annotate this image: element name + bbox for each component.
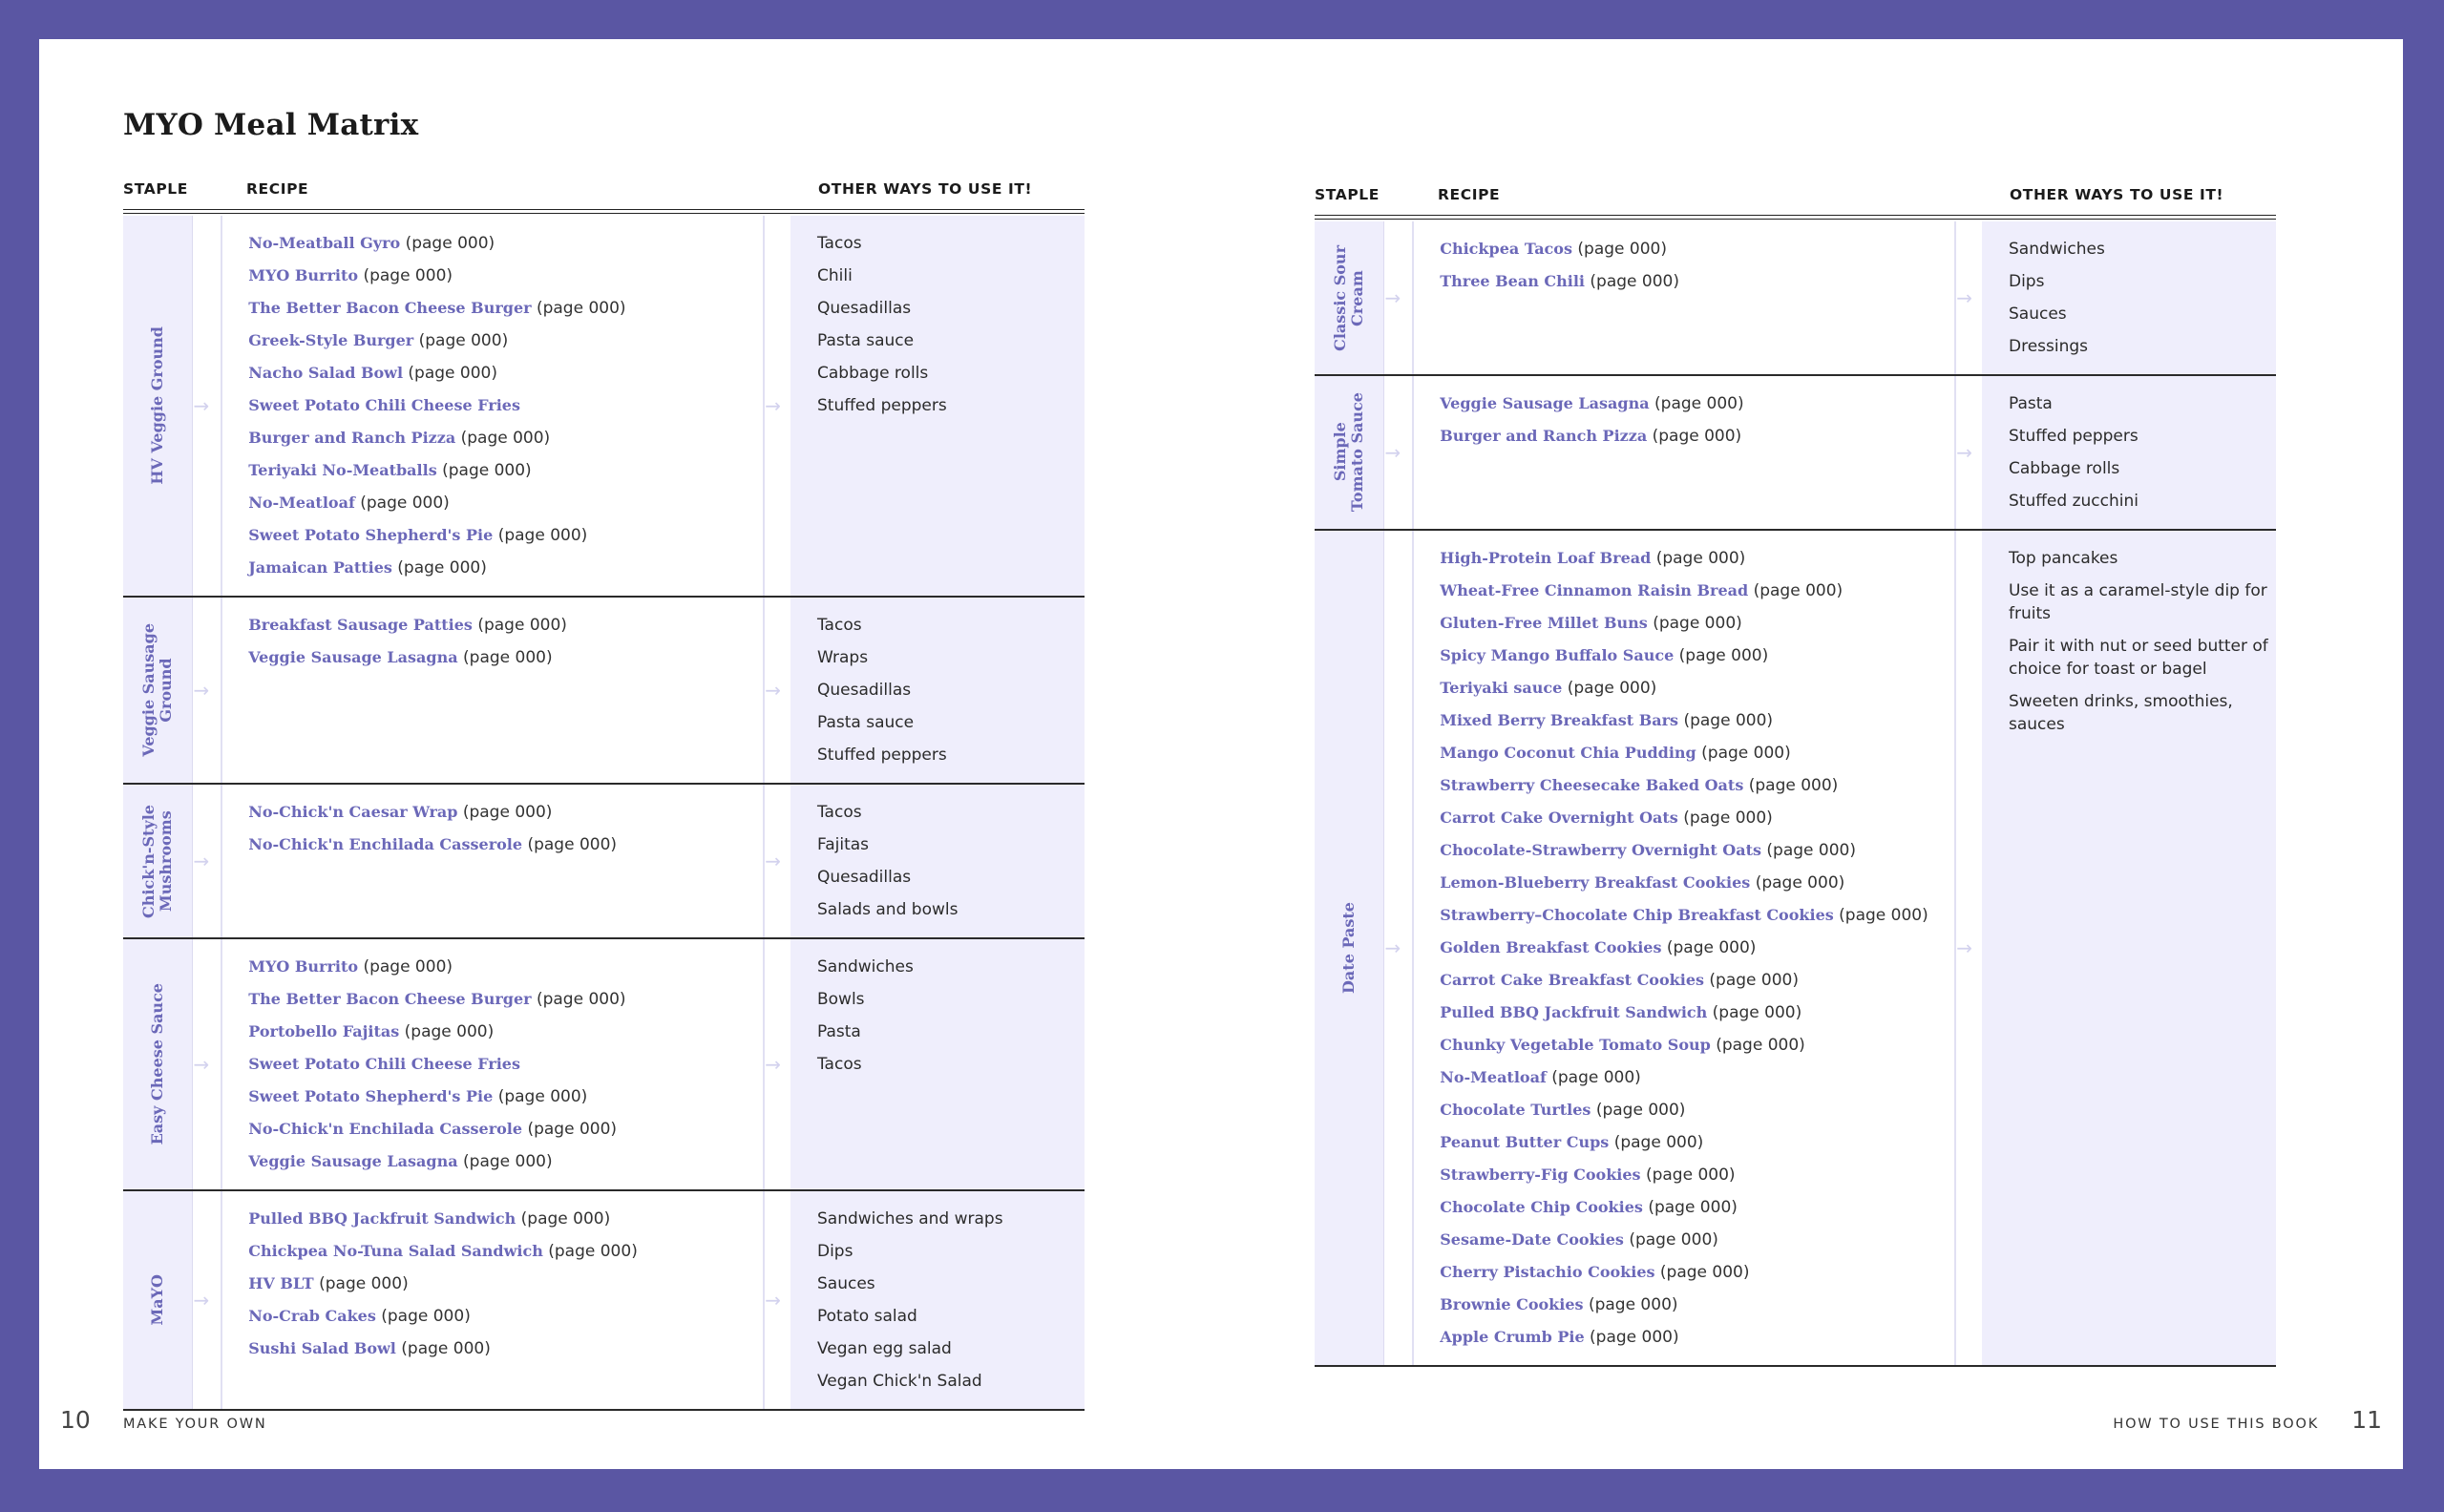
recipe-page-ref: (page 000) xyxy=(319,1274,409,1293)
recipe-page-ref: (page 000) xyxy=(1683,808,1773,828)
table-row-mayo xyxy=(123,1191,1085,1411)
other-use-item: Dips xyxy=(2008,272,2045,291)
recipe-page-ref: (page 000) xyxy=(527,835,618,854)
table-row-veggie-sausage-ground xyxy=(123,598,1085,785)
recipe-page-ref: (page 000) xyxy=(1766,841,1856,860)
recipe-cell xyxy=(222,1191,765,1409)
staple-label: Date Paste xyxy=(1339,902,1359,994)
recipe-page-ref: (page 000) xyxy=(1716,1036,1805,1055)
recipe-link[interactable]: Chunky Vegetable Tomato Soup xyxy=(1440,1036,1711,1054)
arrow-gutter xyxy=(1956,531,1982,1365)
table-row-simple-tomato-sauce xyxy=(1315,376,2276,531)
recipe-link[interactable]: Portobello Fajitas xyxy=(248,1022,400,1040)
arrow-right-icon: → xyxy=(1384,936,1401,959)
recipe-page-ref: (page 000) xyxy=(527,1120,618,1139)
recipe-link[interactable]: High-Protein Loaf Bread xyxy=(1440,549,1652,567)
recipe-link[interactable]: Greek-Style Burger xyxy=(248,331,414,349)
recipe-link[interactable]: Mixed Berry Breakfast Bars xyxy=(1440,711,1679,729)
recipe-page-ref: (page 000) xyxy=(1709,971,1799,990)
recipe-item xyxy=(248,1081,763,1113)
recipe-page-ref: (page 000) xyxy=(463,1152,553,1171)
recipe-page-ref: (page 000) xyxy=(520,1209,611,1228)
staple-label: Veggie Sausage Ground xyxy=(139,623,176,757)
arrow-right-icon: → xyxy=(1384,441,1401,464)
recipe-page-ref: (page 000) xyxy=(548,1242,638,1261)
table-row-date-paste xyxy=(1315,531,2276,1367)
recipe-item xyxy=(248,796,763,829)
recipe-page-ref: (page 000) xyxy=(405,234,495,253)
recipe-link[interactable]: Nacho Salad Bowl xyxy=(248,364,404,382)
staple-cell xyxy=(1315,221,1384,374)
recipe-link[interactable]: Sushi Salad Bowl xyxy=(248,1339,396,1357)
recipe-link[interactable]: Sweet Potato Shepherd's Pie xyxy=(248,526,494,544)
recipe-link[interactable]: Strawberry-Fig Cookies xyxy=(1440,1166,1641,1184)
other-use-item: Sandwiches xyxy=(2008,240,2105,259)
recipe-link[interactable]: Wheat-Free Cinnamon Raisin Bread xyxy=(1440,581,1749,599)
recipe-item xyxy=(248,1113,763,1145)
arrow-right-icon: → xyxy=(765,394,781,417)
recipe-cell xyxy=(222,939,765,1189)
staple-label: MaYO xyxy=(148,1274,167,1326)
other-use-item: Chili xyxy=(816,266,853,285)
recipe-item xyxy=(248,487,763,519)
other-uses-cell xyxy=(790,1191,1085,1409)
recipe-page-ref: (page 000) xyxy=(1655,549,1746,568)
recipe-cell xyxy=(1414,531,1956,1365)
arrow-right-icon: → xyxy=(1956,936,1972,959)
recipe-link[interactable]: Golden Breakfast Cookies xyxy=(1440,938,1662,956)
staple-label: Classic Sour Cream xyxy=(1331,244,1367,351)
recipe-link[interactable]: Spicy Mango Buffalo Sauce xyxy=(1440,646,1675,664)
table-row-chick-n-style-mushrooms xyxy=(123,785,1085,939)
staple-cell xyxy=(123,1191,193,1409)
staple-label: Chick'n-Style Mushrooms xyxy=(139,804,176,918)
recipe-item xyxy=(248,829,763,861)
header-staple: STAPLE xyxy=(1315,186,1380,203)
staple-cell xyxy=(1315,376,1384,529)
recipe-item xyxy=(248,951,763,983)
other-use-item: Pair it with nut or seed butter of choice for toast or bagel xyxy=(2008,637,2268,679)
recipe-page-ref: (page 000) xyxy=(363,266,453,285)
recipe-item xyxy=(248,983,763,1016)
header-recipe: RECIPE xyxy=(1438,186,1501,203)
other-uses-cell xyxy=(790,598,1085,783)
recipe-page-ref: (page 000) xyxy=(408,364,497,383)
other-use-item: Dressings xyxy=(2008,337,2089,356)
footer-caption: MAKE YOUR OWN xyxy=(123,1417,267,1432)
recipe-link[interactable]: Veggie Sausage Lasagna xyxy=(1440,394,1650,412)
recipe-item xyxy=(1440,932,1954,964)
arrow-gutter xyxy=(765,785,790,937)
recipe-page-ref: (page 000) xyxy=(1590,1328,1679,1347)
recipe-link[interactable]: HV BLT xyxy=(248,1274,314,1292)
other-uses-cell xyxy=(790,785,1085,937)
other-use-item: Pasta xyxy=(2008,394,2053,413)
recipe-page-ref: (page 000) xyxy=(1645,1166,1736,1185)
other-uses-cell xyxy=(790,216,1085,596)
recipe-page-ref: (page 000) xyxy=(1595,1101,1686,1120)
other-use-item: Cabbage rolls xyxy=(2008,459,2120,478)
table-row-classic-sour-cream xyxy=(1315,221,2276,376)
other-use-item: Quesadillas xyxy=(816,868,912,887)
recipe-item xyxy=(248,260,763,292)
recipe-page-ref: (page 000) xyxy=(1588,1295,1678,1314)
recipe-cell xyxy=(1414,221,1956,374)
recipe-link[interactable]: Chickpea No-Tuna Salad Sandwich xyxy=(248,1242,543,1260)
recipe-link[interactable]: No-Meatball Gyro xyxy=(248,234,401,252)
arrow-gutter xyxy=(1956,221,1982,374)
other-use-item: Cabbage rolls xyxy=(816,364,929,383)
recipe-item xyxy=(248,389,763,422)
recipe-page-ref: (page 000) xyxy=(1753,581,1844,600)
recipe-item xyxy=(248,1016,763,1048)
other-use-item: Sandwiches xyxy=(816,957,914,976)
meal-matrix-table-right xyxy=(1315,182,2276,1367)
other-use-item: Bowls xyxy=(816,990,865,1009)
staple-cell xyxy=(123,785,193,937)
recipe-link[interactable]: Carrot Cake Breakfast Cookies xyxy=(1440,971,1704,989)
recipe-link[interactable]: No-Chick'n Caesar Wrap xyxy=(248,803,458,821)
arrow-right-icon: → xyxy=(193,1053,210,1076)
other-use-item: Tacos xyxy=(816,234,862,253)
recipe-item xyxy=(248,454,763,487)
recipe-page-ref: (page 000) xyxy=(1653,614,1742,633)
recipe-link[interactable]: Apple Crumb Pie xyxy=(1440,1328,1585,1346)
staple-label: Simple Tomato Sauce xyxy=(1331,392,1367,513)
right-page xyxy=(1221,39,2403,1469)
arrow-right-icon: → xyxy=(765,1053,781,1076)
recipe-item xyxy=(1440,704,1954,737)
other-use-item: Sweeten drinks, smoothies, sauces xyxy=(2008,692,2233,734)
table-body xyxy=(1315,221,2276,1367)
arrow-right-icon: → xyxy=(193,1289,210,1312)
footer-caption: HOW TO USE THIS BOOK xyxy=(2113,1417,2319,1432)
recipe-item xyxy=(1440,575,1954,607)
recipe-page-ref: (page 000) xyxy=(462,803,553,822)
header-staple: STAPLE xyxy=(123,180,188,198)
recipe-page-ref: (page 000) xyxy=(1648,1198,1738,1217)
recipe-link[interactable]: Veggie Sausage Lasagna xyxy=(248,1152,458,1170)
other-use-item: Sauces xyxy=(816,1274,875,1293)
arrow-right-icon: → xyxy=(1956,441,1972,464)
recipe-page-ref: (page 000) xyxy=(1551,1068,1641,1087)
recipe-link[interactable]: Strawberry Cheesecake Baked Oats xyxy=(1440,776,1744,794)
recipe-link[interactable]: Chocolate Chip Cookies xyxy=(1440,1198,1643,1216)
recipe-item xyxy=(1440,1224,1954,1256)
recipe-item xyxy=(1440,1126,1954,1159)
recipe-item xyxy=(1440,640,1954,672)
header-other-ways: OTHER WAYS TO USE IT! xyxy=(818,180,1033,198)
recipe-item xyxy=(1440,233,1954,265)
other-use-item: Pasta xyxy=(816,1022,861,1041)
other-use-item: Sandwiches and wraps xyxy=(816,1209,1003,1228)
recipe-link[interactable]: Gluten-Free Millet Buns xyxy=(1440,614,1648,632)
other-use-item: Quesadillas xyxy=(816,299,912,318)
other-uses-cell xyxy=(1982,531,2276,1365)
recipe-item xyxy=(248,609,763,641)
recipe-link[interactable]: The Better Bacon Cheese Burger xyxy=(248,990,532,1008)
other-uses-cell xyxy=(1982,221,2276,374)
recipe-page-ref: (page 000) xyxy=(1654,394,1744,413)
arrow-gutter xyxy=(1956,376,1982,529)
recipe-item xyxy=(1440,1321,1954,1354)
left-page xyxy=(39,39,1221,1469)
other-use-item: Stuffed zucchini xyxy=(2008,492,2138,511)
recipe-page-ref: (page 000) xyxy=(363,957,453,976)
arrow-gutter xyxy=(1384,221,1414,374)
recipe-item xyxy=(1440,1029,1954,1061)
recipe-item xyxy=(1440,607,1954,640)
recipe-item xyxy=(248,1235,763,1268)
recipe-item xyxy=(1440,1289,1954,1321)
recipe-item xyxy=(1440,420,1954,452)
recipe-item xyxy=(248,1048,763,1081)
page-number: 11 xyxy=(2351,1406,2382,1434)
recipe-page-ref: (page 000) xyxy=(1683,711,1774,730)
recipe-link[interactable]: Veggie Sausage Lasagna xyxy=(248,648,458,666)
other-use-item: Sauces xyxy=(2008,304,2067,324)
other-use-item: Use it as a caramel-style dip for fruits xyxy=(2008,581,2267,623)
table-row-easy-cheese-sauce xyxy=(123,939,1085,1191)
arrow-gutter xyxy=(193,216,222,596)
arrow-gutter xyxy=(193,598,222,783)
recipe-item xyxy=(248,1300,763,1333)
recipe-page-ref: (page 000) xyxy=(1839,906,1928,925)
recipe-link[interactable]: The Better Bacon Cheese Burger xyxy=(248,299,532,317)
recipe-link[interactable]: Strawberry–Chocolate Chip Breakfast Cookies xyxy=(1440,906,1834,924)
arrow-gutter xyxy=(765,598,790,783)
other-use-item: Stuffed peppers xyxy=(816,396,947,415)
page-number: 10 xyxy=(60,1406,91,1434)
table-header xyxy=(123,177,1085,210)
arrow-gutter xyxy=(765,1191,790,1409)
recipe-page-ref: (page 000) xyxy=(1712,1003,1802,1022)
recipe-page-ref: (page 000) xyxy=(497,1087,588,1106)
recipe-item xyxy=(1440,672,1954,704)
recipe-link[interactable]: MYO Burrito xyxy=(248,266,359,284)
recipe-page-ref: (page 000) xyxy=(397,558,487,578)
recipe-item xyxy=(1440,834,1954,867)
recipe-link[interactable]: Teriyaki No-Meatballs xyxy=(248,461,437,479)
recipe-link[interactable]: No-Meatloaf xyxy=(1440,1068,1547,1086)
recipe-item xyxy=(1440,542,1954,575)
recipe-item xyxy=(248,292,763,325)
staple-cell xyxy=(123,216,193,596)
other-use-item: Potato salad xyxy=(816,1307,917,1326)
recipe-cell xyxy=(222,785,765,937)
recipe-page-ref: (page 000) xyxy=(381,1307,471,1326)
arrow-right-icon: → xyxy=(193,850,210,872)
other-use-item: Dips xyxy=(816,1242,853,1261)
recipe-link[interactable]: Sesame-Date Cookies xyxy=(1440,1230,1624,1249)
recipe-link[interactable]: Three Bean Chili xyxy=(1440,272,1586,290)
recipe-item xyxy=(1440,1159,1954,1191)
recipe-item xyxy=(1440,265,1954,298)
arrow-right-icon: → xyxy=(1384,286,1401,309)
arrow-gutter xyxy=(1384,376,1414,529)
recipe-page-ref: (page 000) xyxy=(360,494,450,513)
recipe-cell xyxy=(1414,376,1956,529)
arrow-gutter xyxy=(193,939,222,1189)
recipe-page-ref: (page 000) xyxy=(1567,679,1657,698)
arrow-gutter xyxy=(765,939,790,1189)
other-use-item: Tacos xyxy=(816,1055,862,1074)
recipe-page-ref: (page 000) xyxy=(460,429,551,448)
arrow-right-icon: → xyxy=(193,394,210,417)
recipe-link[interactable]: Pulled BBQ Jackfruit Sandwich xyxy=(1440,1003,1708,1021)
recipe-item xyxy=(1440,802,1954,834)
recipe-page-ref: (page 000) xyxy=(1613,1133,1704,1152)
other-use-item: Fajitas xyxy=(816,835,870,854)
recipe-item xyxy=(1440,899,1954,932)
recipe-link[interactable]: Mango Coconut Chia Pudding xyxy=(1440,744,1696,762)
other-uses-cell xyxy=(790,939,1085,1189)
recipe-link[interactable]: Burger and Ranch Pizza xyxy=(248,429,456,447)
recipe-link[interactable]: No-Chick'n Enchilada Casserole xyxy=(248,835,523,853)
arrow-right-icon: → xyxy=(765,850,781,872)
page-title: MYO Meal Matrix xyxy=(123,108,419,142)
recipe-item xyxy=(1440,1061,1954,1094)
recipe-page-ref: (page 000) xyxy=(1748,776,1839,795)
recipe-link[interactable]: Carrot Cake Overnight Oats xyxy=(1440,808,1678,827)
arrow-right-icon: → xyxy=(765,679,781,702)
arrow-gutter xyxy=(193,785,222,937)
recipe-item xyxy=(1440,769,1954,802)
table-header xyxy=(1315,182,2276,216)
meal-matrix-table-left xyxy=(123,177,1085,1411)
other-use-item: Tacos xyxy=(816,803,862,822)
recipe-page-ref: (page 000) xyxy=(401,1339,491,1358)
recipe-page-ref: (page 000) xyxy=(1659,1263,1750,1282)
table-body xyxy=(123,216,1085,1411)
arrow-right-icon: → xyxy=(765,1289,781,1312)
other-use-item: Tacos xyxy=(816,616,862,635)
staple-label: HV Veggie Ground xyxy=(148,326,167,485)
recipe-item xyxy=(1440,1191,1954,1224)
recipe-link[interactable]: No-Meatloaf xyxy=(248,494,355,512)
recipe-link[interactable]: Cherry Pistachio Cookies xyxy=(1440,1263,1655,1281)
staple-label: Easy Cheese Sauce xyxy=(148,983,167,1145)
table-row-hv-veggie-ground xyxy=(123,216,1085,598)
recipe-page-ref: (page 000) xyxy=(1652,427,1742,446)
other-use-item: Vegan egg salad xyxy=(816,1339,952,1358)
recipe-link[interactable]: No-Crab Cakes xyxy=(248,1307,376,1325)
staple-cell xyxy=(1315,531,1384,1365)
recipe-item xyxy=(1440,388,1954,420)
recipe-link[interactable]: Peanut Butter Cups xyxy=(1440,1133,1610,1151)
recipe-item xyxy=(1440,1256,1954,1289)
recipe-link[interactable]: Lemon-Blueberry Breakfast Cookies xyxy=(1440,873,1751,892)
recipe-item xyxy=(1440,997,1954,1029)
recipe-page-ref: (page 000) xyxy=(404,1022,495,1041)
other-use-item: Pasta sauce xyxy=(816,331,915,350)
arrow-gutter xyxy=(1384,531,1414,1365)
recipe-page-ref: (page 000) xyxy=(442,461,532,480)
recipe-cell xyxy=(222,598,765,783)
other-use-item: Salads and bowls xyxy=(816,900,959,919)
recipe-link[interactable]: Sweet Potato Shepherd's Pie xyxy=(248,1087,494,1105)
recipe-page-ref: (page 000) xyxy=(497,526,588,545)
recipe-page-ref: (page 000) xyxy=(418,331,509,350)
recipe-item xyxy=(248,641,763,674)
recipe-item xyxy=(248,357,763,389)
recipe-item xyxy=(1440,964,1954,997)
other-use-item: Top pancakes xyxy=(2008,549,2118,568)
recipe-link[interactable]: Breakfast Sausage Patties xyxy=(248,616,473,634)
recipe-item xyxy=(248,1203,763,1235)
staple-cell xyxy=(123,598,193,783)
other-use-item: Vegan Chick'n Salad xyxy=(816,1372,982,1391)
other-uses-cell xyxy=(1982,376,2276,529)
recipe-page-ref: (page 000) xyxy=(463,648,553,667)
recipe-page-ref: (page 000) xyxy=(1678,646,1769,665)
arrow-gutter xyxy=(765,216,790,596)
recipe-link[interactable]: Brownie Cookies xyxy=(1440,1295,1584,1313)
recipe-item xyxy=(248,325,763,357)
recipe-link[interactable]: Sweet Potato Chili Cheese Fries xyxy=(248,396,520,414)
recipe-page-ref: (page 000) xyxy=(1666,938,1757,957)
other-use-item: Quesadillas xyxy=(816,681,912,700)
recipe-item xyxy=(1440,1094,1954,1126)
other-use-item: Stuffed peppers xyxy=(2008,427,2138,446)
recipe-link[interactable]: Chocolate Turtles xyxy=(1440,1101,1591,1119)
book-spread xyxy=(39,39,2403,1469)
recipe-page-ref: (page 000) xyxy=(1701,744,1791,763)
recipe-item xyxy=(248,227,763,260)
recipe-item xyxy=(1440,737,1954,769)
header-other-ways: OTHER WAYS TO USE IT! xyxy=(2010,186,2224,203)
recipe-link[interactable]: Sweet Potato Chili Cheese Fries xyxy=(248,1055,520,1073)
other-use-item: Wraps xyxy=(816,648,869,667)
arrow-right-icon: → xyxy=(193,679,210,702)
header-recipe: RECIPE xyxy=(246,180,309,198)
recipe-link[interactable]: Chocolate-Strawberry Overnight Oats xyxy=(1440,841,1761,859)
recipe-link[interactable]: Jamaican Patties xyxy=(248,558,392,577)
arrow-gutter xyxy=(193,1191,222,1409)
other-use-item: Stuffed peppers xyxy=(816,746,947,765)
staple-cell xyxy=(123,939,193,1189)
recipe-cell xyxy=(222,216,765,596)
recipe-link[interactable]: Pulled BBQ Jackfruit Sandwich xyxy=(248,1209,516,1228)
recipe-link[interactable]: No-Chick'n Enchilada Casserole xyxy=(248,1120,523,1138)
recipe-item xyxy=(248,1268,763,1300)
recipe-link[interactable]: Burger and Ranch Pizza xyxy=(1440,427,1648,445)
recipe-item xyxy=(248,1145,763,1178)
recipe-page-ref: (page 000) xyxy=(1577,240,1667,259)
recipe-page-ref: (page 000) xyxy=(1629,1230,1718,1250)
recipe-page-ref: (page 000) xyxy=(536,990,626,1009)
recipe-page-ref: (page 000) xyxy=(1755,873,1845,892)
recipe-item xyxy=(248,519,763,552)
recipe-page-ref: (page 000) xyxy=(1590,272,1679,291)
recipe-item xyxy=(248,552,763,584)
recipe-item xyxy=(248,422,763,454)
recipe-page-ref: (page 000) xyxy=(536,299,626,318)
recipe-item xyxy=(1440,867,1954,899)
recipe-item xyxy=(248,1333,763,1365)
other-use-item: Pasta sauce xyxy=(816,713,915,732)
arrow-right-icon: → xyxy=(1956,286,1972,309)
recipe-link[interactable]: Teriyaki sauce xyxy=(1440,679,1563,697)
recipe-page-ref: (page 000) xyxy=(477,616,567,635)
recipe-link[interactable]: MYO Burrito xyxy=(248,957,359,976)
recipe-link[interactable]: Chickpea Tacos xyxy=(1440,240,1572,258)
